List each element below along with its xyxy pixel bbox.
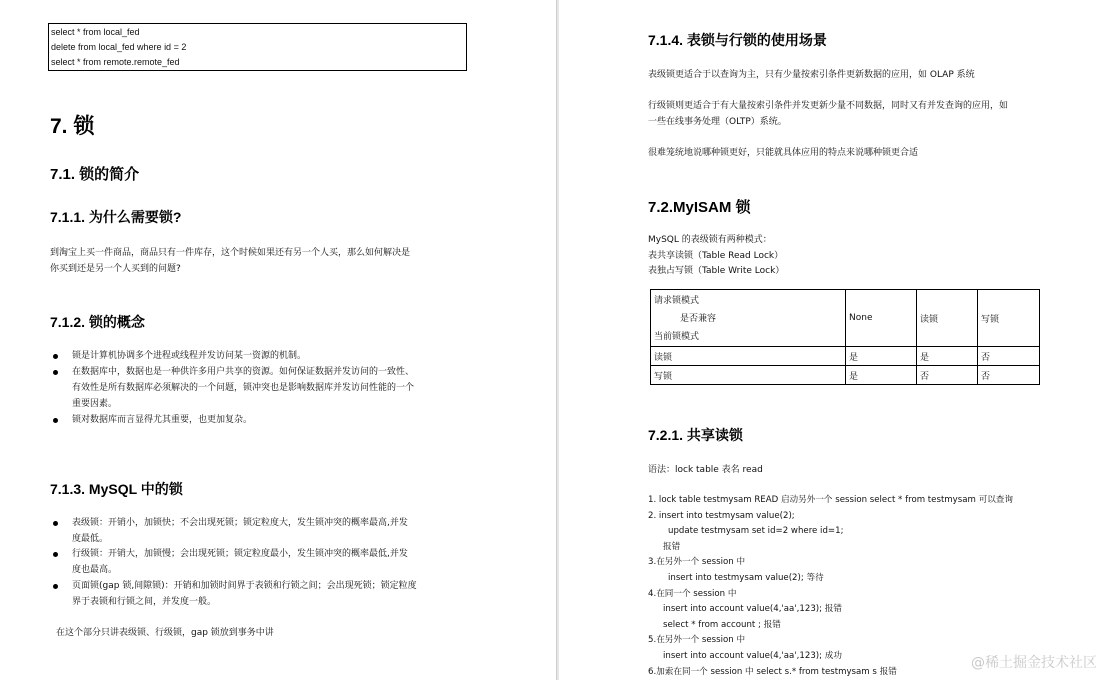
usage-paragraph xyxy=(648,98,1008,130)
step-line: insert into account value(4,'aa',123); 报错 xyxy=(663,604,842,615)
table-column-header: 读锁 xyxy=(917,290,978,347)
heading-why-locks: 7.1.1. 为什么需要锁? xyxy=(50,209,182,225)
step-line: 报错 xyxy=(663,541,681,552)
text-line: 界于表锁和行锁之间，并发度一般。 xyxy=(72,597,217,607)
bullet-item xyxy=(72,412,252,428)
table-cell: 是 xyxy=(917,347,978,366)
text-line: 锁是计算机协调多个进程或线程并发访问某一资源的机制。 xyxy=(72,351,307,361)
bullet-item xyxy=(72,348,306,364)
step-line: update testmysam set id=2 where id=1; xyxy=(668,526,844,537)
heading-myisam-locks: 7.2.MyISAM 锁 xyxy=(648,199,751,216)
usage-paragraph xyxy=(648,145,918,161)
sql-code-box xyxy=(48,23,467,71)
text-line: 表共享读锁（Table Read Lock） xyxy=(648,250,784,261)
step-line: 5.在另外一个 session 中 xyxy=(648,635,746,646)
syntax-line: 语法：lock table 表名 read xyxy=(648,465,763,475)
bullet-icon xyxy=(53,552,58,557)
bullet-icon xyxy=(53,584,58,589)
step-line: 3.在另外一个 session 中 xyxy=(648,557,746,568)
lock-compatibility-table xyxy=(650,289,1040,385)
heading-locks: 7. 锁 xyxy=(50,115,95,138)
table-cell: 否 xyxy=(978,366,1040,385)
why-paragraph xyxy=(50,245,410,277)
text-line: 到淘宝上买一件商品，商品只有一件库存，这个时候如果还有另一个人买，那么如何解决是 xyxy=(50,248,411,258)
heading-lock-intro: 7.1. 锁的简介 xyxy=(50,166,140,183)
text-line: MySQL 的表级锁有两种模式： xyxy=(648,235,772,245)
heading-mysql-locks: 7.1.3. MySQL 中的锁 xyxy=(50,481,183,497)
text-line: 行级锁：开销大，加锁慢；会出现死锁；锁定粒度最小，发生锁冲突的概率最低,并发 xyxy=(72,549,408,559)
bullet-icon xyxy=(53,418,58,423)
text-line: 重要因素。 xyxy=(72,399,118,409)
step-line: select * from account ; 报错 xyxy=(663,619,781,630)
usage-paragraph xyxy=(648,67,975,83)
watermark: @稀土掘金技术社区 xyxy=(971,655,1097,671)
text-line: 请求锁模式 xyxy=(654,296,700,306)
myisam-intro xyxy=(648,233,784,280)
bullet-icon xyxy=(53,354,58,359)
heading-lock-usage: 7.1.4. 表锁与行锁的使用场景 xyxy=(648,32,827,48)
step-line: 2. insert into testmysam value(2); xyxy=(648,510,795,521)
step-line: 1. lock table testmysam READ 启动另外一个 session select * from testmysam 可以查询 xyxy=(648,495,1013,505)
table-row xyxy=(651,347,1040,366)
text-line: 表级锁更适合于以查询为主，只有少量按索引条件更新数据的应用，如 OLAP 系统 xyxy=(648,70,975,80)
table-corner-cell xyxy=(651,290,846,347)
bullet-icon xyxy=(53,370,58,375)
bullet-item xyxy=(72,515,408,547)
mysql-note: 在这个部分只讲表级锁、行级锁，gap 锁放到事务中讲 xyxy=(56,628,274,638)
text-line: 很难笼统地说哪种锁更好，只能就具体应用的特点来说哪种锁更合适 xyxy=(648,148,919,158)
text-line: 表级锁：开销小，加锁快；不会出现死锁；锁定粒度大，发生锁冲突的概率最高,并发 xyxy=(72,518,408,528)
step-line: 4.在同一个 session 中 xyxy=(648,588,737,599)
text-line: 是否兼容 xyxy=(680,314,717,324)
step-line: insert into testmysam value(2); 等待 xyxy=(668,572,824,583)
text-line: 锁对数据库而言显得尤其重要，也更加复杂。 xyxy=(72,415,253,425)
table-cell: 否 xyxy=(978,347,1040,366)
table-column-header: None xyxy=(846,290,917,347)
text-line: 度最低。 xyxy=(72,534,109,544)
bullet-item xyxy=(72,364,414,412)
table-cell: 是 xyxy=(846,347,917,366)
step-line: insert into account value(4,'aa',123); 成功 xyxy=(663,650,842,661)
heading-lock-concept: 7.1.2. 锁的概念 xyxy=(50,314,145,330)
code-line: select * from remote.remote_fed xyxy=(51,57,180,67)
steps-list xyxy=(648,493,1013,680)
text-line: 你买到还是另一个人买到的问题? xyxy=(50,264,181,274)
text-line: 在数据库中，数据也是一种供许多用户共享的资源。如何保证数据并发访问的一致性、 xyxy=(72,367,415,377)
text-line: 页面锁(gap 锁,间隙锁)：开销和加锁时间界于表锁和行锁之间；会出现死锁；锁定粒度 xyxy=(72,581,417,591)
code-line: select * from local_fed xyxy=(51,27,140,37)
text-line: 一些在线事务处理（OLTP）系统。 xyxy=(648,117,787,127)
heading-shared-read-lock: 7.2.1. 共享读锁 xyxy=(648,427,743,443)
table-cell: 否 xyxy=(917,366,978,385)
table-column-header: 写锁 xyxy=(978,290,1040,347)
code-line: delete from local_fed where id = 2 xyxy=(51,42,187,52)
text-line: 当前锁模式 xyxy=(654,332,700,342)
text-line: 度也最高。 xyxy=(72,565,118,575)
bullet-item xyxy=(72,546,408,578)
bullet-item xyxy=(72,578,417,610)
step-line: 6.加索在同一个 session 中 select s.* from testmysam s 报错 xyxy=(648,666,897,677)
text-line: 行级锁则更适合于有大量按索引条件并发更新少量不同数据，同时又有并发查询的应用，如 xyxy=(648,101,1009,111)
table-row-label: 写锁 xyxy=(651,366,846,385)
table-header-row xyxy=(651,290,1040,347)
bullet-icon xyxy=(53,521,58,526)
table-row-label: 读锁 xyxy=(651,347,846,366)
table-cell: 是 xyxy=(846,366,917,385)
text-line: 表独占写锁（Table Write Lock） xyxy=(648,266,785,276)
table-row xyxy=(651,366,1040,385)
text-line: 有效性是所有数据库必须解决的一个问题，锁冲突也是影响数据库并发访问性能的一个 xyxy=(72,383,415,393)
